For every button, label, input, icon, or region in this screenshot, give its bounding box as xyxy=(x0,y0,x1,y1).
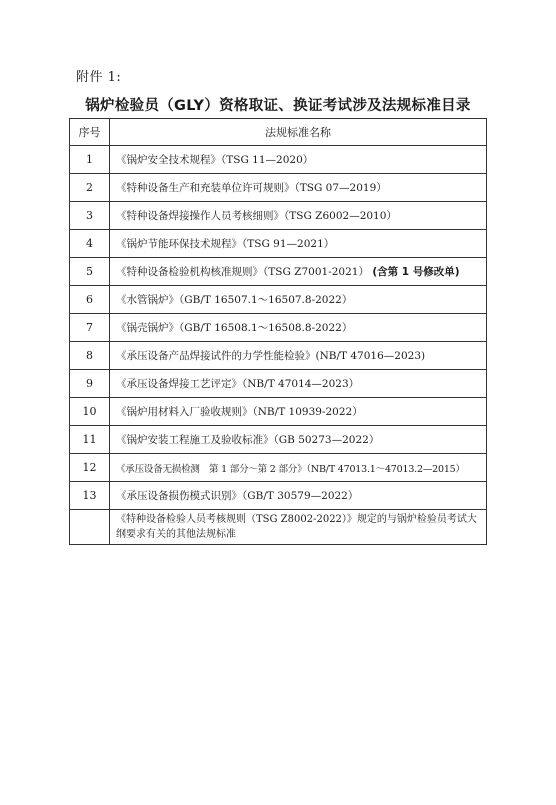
regulation-name: 《承压设备损伤模式识别》（GB/T 30579—2022） xyxy=(110,482,487,510)
regulation-name: 《承压设备无损检测 第 1 部分～第 2 部分》（NB/T 47013.1～47013.2—2015） xyxy=(110,454,487,482)
regulation-name: 《锅炉安装工程施工及验收标准》（GB 50273—2022） xyxy=(110,426,487,454)
table-row xyxy=(70,398,487,426)
row-number: 5 xyxy=(70,258,110,286)
table-row xyxy=(70,426,487,454)
table-row xyxy=(70,286,487,314)
row-number: 12 xyxy=(70,454,110,482)
table-row xyxy=(70,370,487,398)
regulations-table xyxy=(69,118,487,545)
regulation-name: 《承压设备产品焊接试件的力学性能检验》(NB/T 47016—2023) xyxy=(110,342,487,370)
document-title: 锅炉检验员（GLY）资格取证、换证考试涉及法规标准目录 xyxy=(85,98,471,114)
row-number: 9 xyxy=(70,370,110,398)
table-row xyxy=(70,174,487,202)
table-header-row xyxy=(70,119,487,146)
row-number: 1 xyxy=(70,146,110,174)
row-number: 3 xyxy=(70,202,110,230)
regulation-name: 《特种设备生产和充装单位许可规则》（TSG 07—2019） xyxy=(110,174,487,202)
table-row xyxy=(70,314,487,342)
row-number: 10 xyxy=(70,398,110,426)
regulation-name: 《水管锅炉》（GB/T 16507.1～16507.8-2022） xyxy=(110,286,487,314)
regulation-name: 《特种设备检验人员考核规则（TSG Z8002-2022）》规定的与锅炉检验员考试大纲要求有关的其他法规标准 xyxy=(110,510,487,545)
regulation-name: 《特种设备检验机构核准规则》（TSG Z7001-2021） (含第 1 号修改单) xyxy=(110,258,487,286)
regulation-name: 《锅炉安全技术规程》（TSG 11—2020） xyxy=(110,146,487,174)
table-row xyxy=(70,258,487,286)
regulation-name: 《特种设备焊接操作人员考核细则》（TSG Z6002—2010） xyxy=(110,202,487,230)
header-regulation-name: 法规标准名称 xyxy=(110,119,487,146)
row-number: 7 xyxy=(70,314,110,342)
regulation-name: 《锅壳锅炉》（GB/T 16508.1～16508.8-2022） xyxy=(110,314,487,342)
table-row xyxy=(70,230,487,258)
row-number: 4 xyxy=(70,230,110,258)
row-number: 8 xyxy=(70,342,110,370)
row-number xyxy=(70,510,110,545)
row-number: 11 xyxy=(70,426,110,454)
table-row xyxy=(70,202,487,230)
regulation-name: 《承压设备焊接工艺评定》（NB/T 47014—2023） xyxy=(110,370,487,398)
attachment-label: 附件 1: xyxy=(76,70,122,85)
table-row xyxy=(70,342,487,370)
regulation-name: 《锅炉用材料入厂验收规则》（NB/T 10939-2022） xyxy=(110,398,487,426)
table-row xyxy=(70,146,487,174)
amendment-note: (含第 1 号修改单) xyxy=(372,266,460,278)
row-number: 2 xyxy=(70,174,110,202)
table-row xyxy=(70,510,487,545)
table-row xyxy=(70,454,487,482)
table-row xyxy=(70,482,487,510)
regulation-name: 《锅炉节能环保技术规程》（TSG 91—2021） xyxy=(110,230,487,258)
row-number: 13 xyxy=(70,482,110,510)
row-number: 6 xyxy=(70,286,110,314)
header-serial-number: 序号 xyxy=(70,119,110,146)
